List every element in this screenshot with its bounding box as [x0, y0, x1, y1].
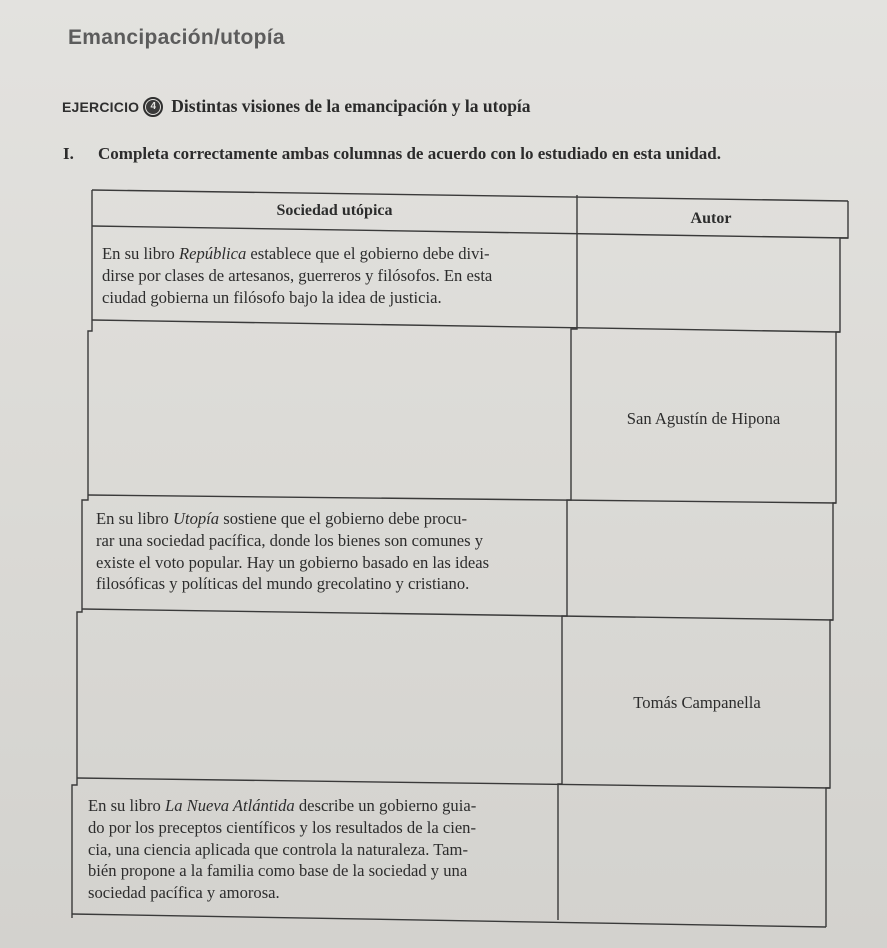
header-society: Sociedad utópica	[276, 202, 393, 219]
exercise-number: 4	[146, 100, 160, 114]
row-3-society	[96, 508, 489, 595]
row-5-line-1: En su libro La Nueva Atlántida describe un gobierno guia-	[88, 796, 477, 815]
row-5-society	[88, 795, 476, 904]
row-5-line-2: do por los preceptos científicos y los resultados de la cien-	[88, 817, 477, 837]
row-4-author: Tomás Campanella	[633, 693, 761, 712]
row-3-line-4: filosóficas y políticas del mundo grecolatino y cristiano.	[96, 574, 470, 594]
row-1-society	[102, 243, 492, 308]
row-1-line-1: En su libro República establece que el gobierno debe divi-	[102, 244, 490, 263]
row-1-line-2: dirse por clases de artesanos, guerreros y filósofos. En esta	[102, 265, 493, 285]
row-5-line-5: sociedad pacífica y amorosa.	[88, 883, 280, 903]
exercise-label: EJERCICIO	[62, 98, 140, 115]
row-3-line-1: En su libro Utopía sostiene que el gobierno debe procu-	[96, 509, 467, 528]
row-5-line-4: bién propone a la familia como base de la sociedad y una	[88, 861, 468, 881]
row-5-line-3: cia, una ciencia aplicada que controla la naturaleza. Tam-	[88, 839, 468, 859]
row-3-line-2: rar una sociedad pacífica, donde los bienes son comunes y	[96, 530, 484, 550]
section-title: Emancipación/utopía	[68, 26, 285, 49]
row-3-line-3: existe el voto popular. Hay un gobierno basado en las ideas	[96, 552, 490, 572]
row-1-line-3: ciudad gobierna un filósofo bajo la idea de justicia.	[102, 287, 442, 307]
exercise-title: Distintas visiones de la emancipación y la utopía	[171, 96, 531, 116]
instruction-roman: I.	[63, 144, 74, 163]
instruction-text: Completa correctamente ambas columnas de acuerdo con lo estudiado en esta unidad.	[98, 144, 721, 163]
header-author: Autor	[690, 210, 732, 227]
row-2-author: San Agustín de Hipona	[626, 409, 781, 428]
